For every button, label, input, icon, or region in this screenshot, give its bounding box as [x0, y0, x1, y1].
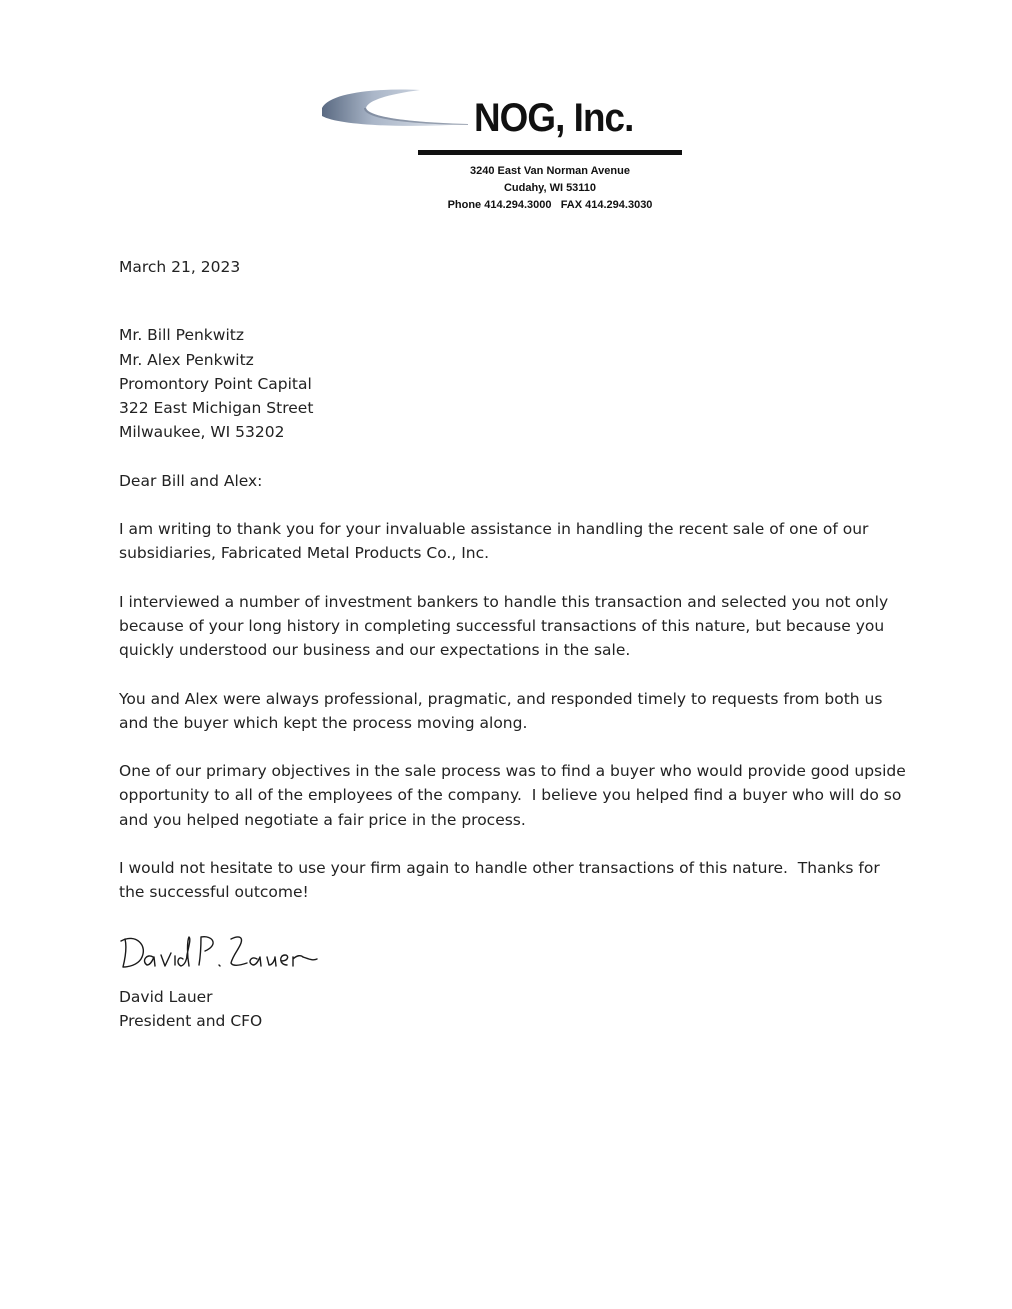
swoosh-logo-icon [320, 86, 470, 130]
letterhead-rule [418, 150, 682, 155]
company-name: NOG, Inc. [474, 96, 634, 140]
contact-line: Phone 414.294.3000 FAX 414.294.3030 [447, 199, 653, 211]
address-city: Cudahy, WI 53110 [503, 182, 597, 194]
recipient-line: Promontory Point Capital [119, 374, 312, 393]
body-paragraph: I would not hesitate to use your firm again to handle other transactions of this nature. Thanks for the successful outcome! [119, 859, 885, 902]
address-street: 3240 East Van Norman Avenue [470, 165, 630, 177]
body-paragraph: I interviewed a number of investment bankers to handle this transaction and selected you not only because of your long history in completing successful transactions of this nature, but because you quickly understood our business and our expectations in the sale. [119, 592, 889, 660]
body-paragraph: I am writing to thank you for your invaluable assistance in handling the recent sale of one of our subsidiaries, Fabricated Metal Products Co., Inc. [119, 520, 869, 563]
handwritten-signature [119, 929, 319, 977]
body-paragraph: One of our primary objectives in the sale process was to find a buyer who would provide good upside opportunity to all of the employees of the company. I believe you helped find a buyer who will do so and you helped negotiate a fair price in the process. [119, 762, 911, 829]
letterhead [320, 86, 686, 216]
body-paragraph: You and Alex were always professional, pragmatic, and responded timely to requests from both us and the buyer which kept the process moving along. [119, 689, 883, 732]
recipient-line: Mr. Bill Penkwitz [119, 326, 244, 345]
letter-date: March 21, 2023 [119, 258, 241, 276]
salutation: Dear Bill and Alex: [119, 471, 263, 490]
signer-title: President and CFO [119, 1011, 263, 1030]
letter-body [119, 255, 909, 1033]
recipient-line: Mr. Alex Penkwitz [119, 350, 254, 369]
signer-name: David Lauer [119, 987, 213, 1006]
letterhead-address [418, 163, 682, 214]
recipient-line: Milwaukee, WI 53202 [119, 423, 285, 442]
recipient-line: 322 East Michigan Street [119, 399, 314, 418]
signature-area [119, 939, 909, 985]
recipient-block [119, 323, 909, 444]
